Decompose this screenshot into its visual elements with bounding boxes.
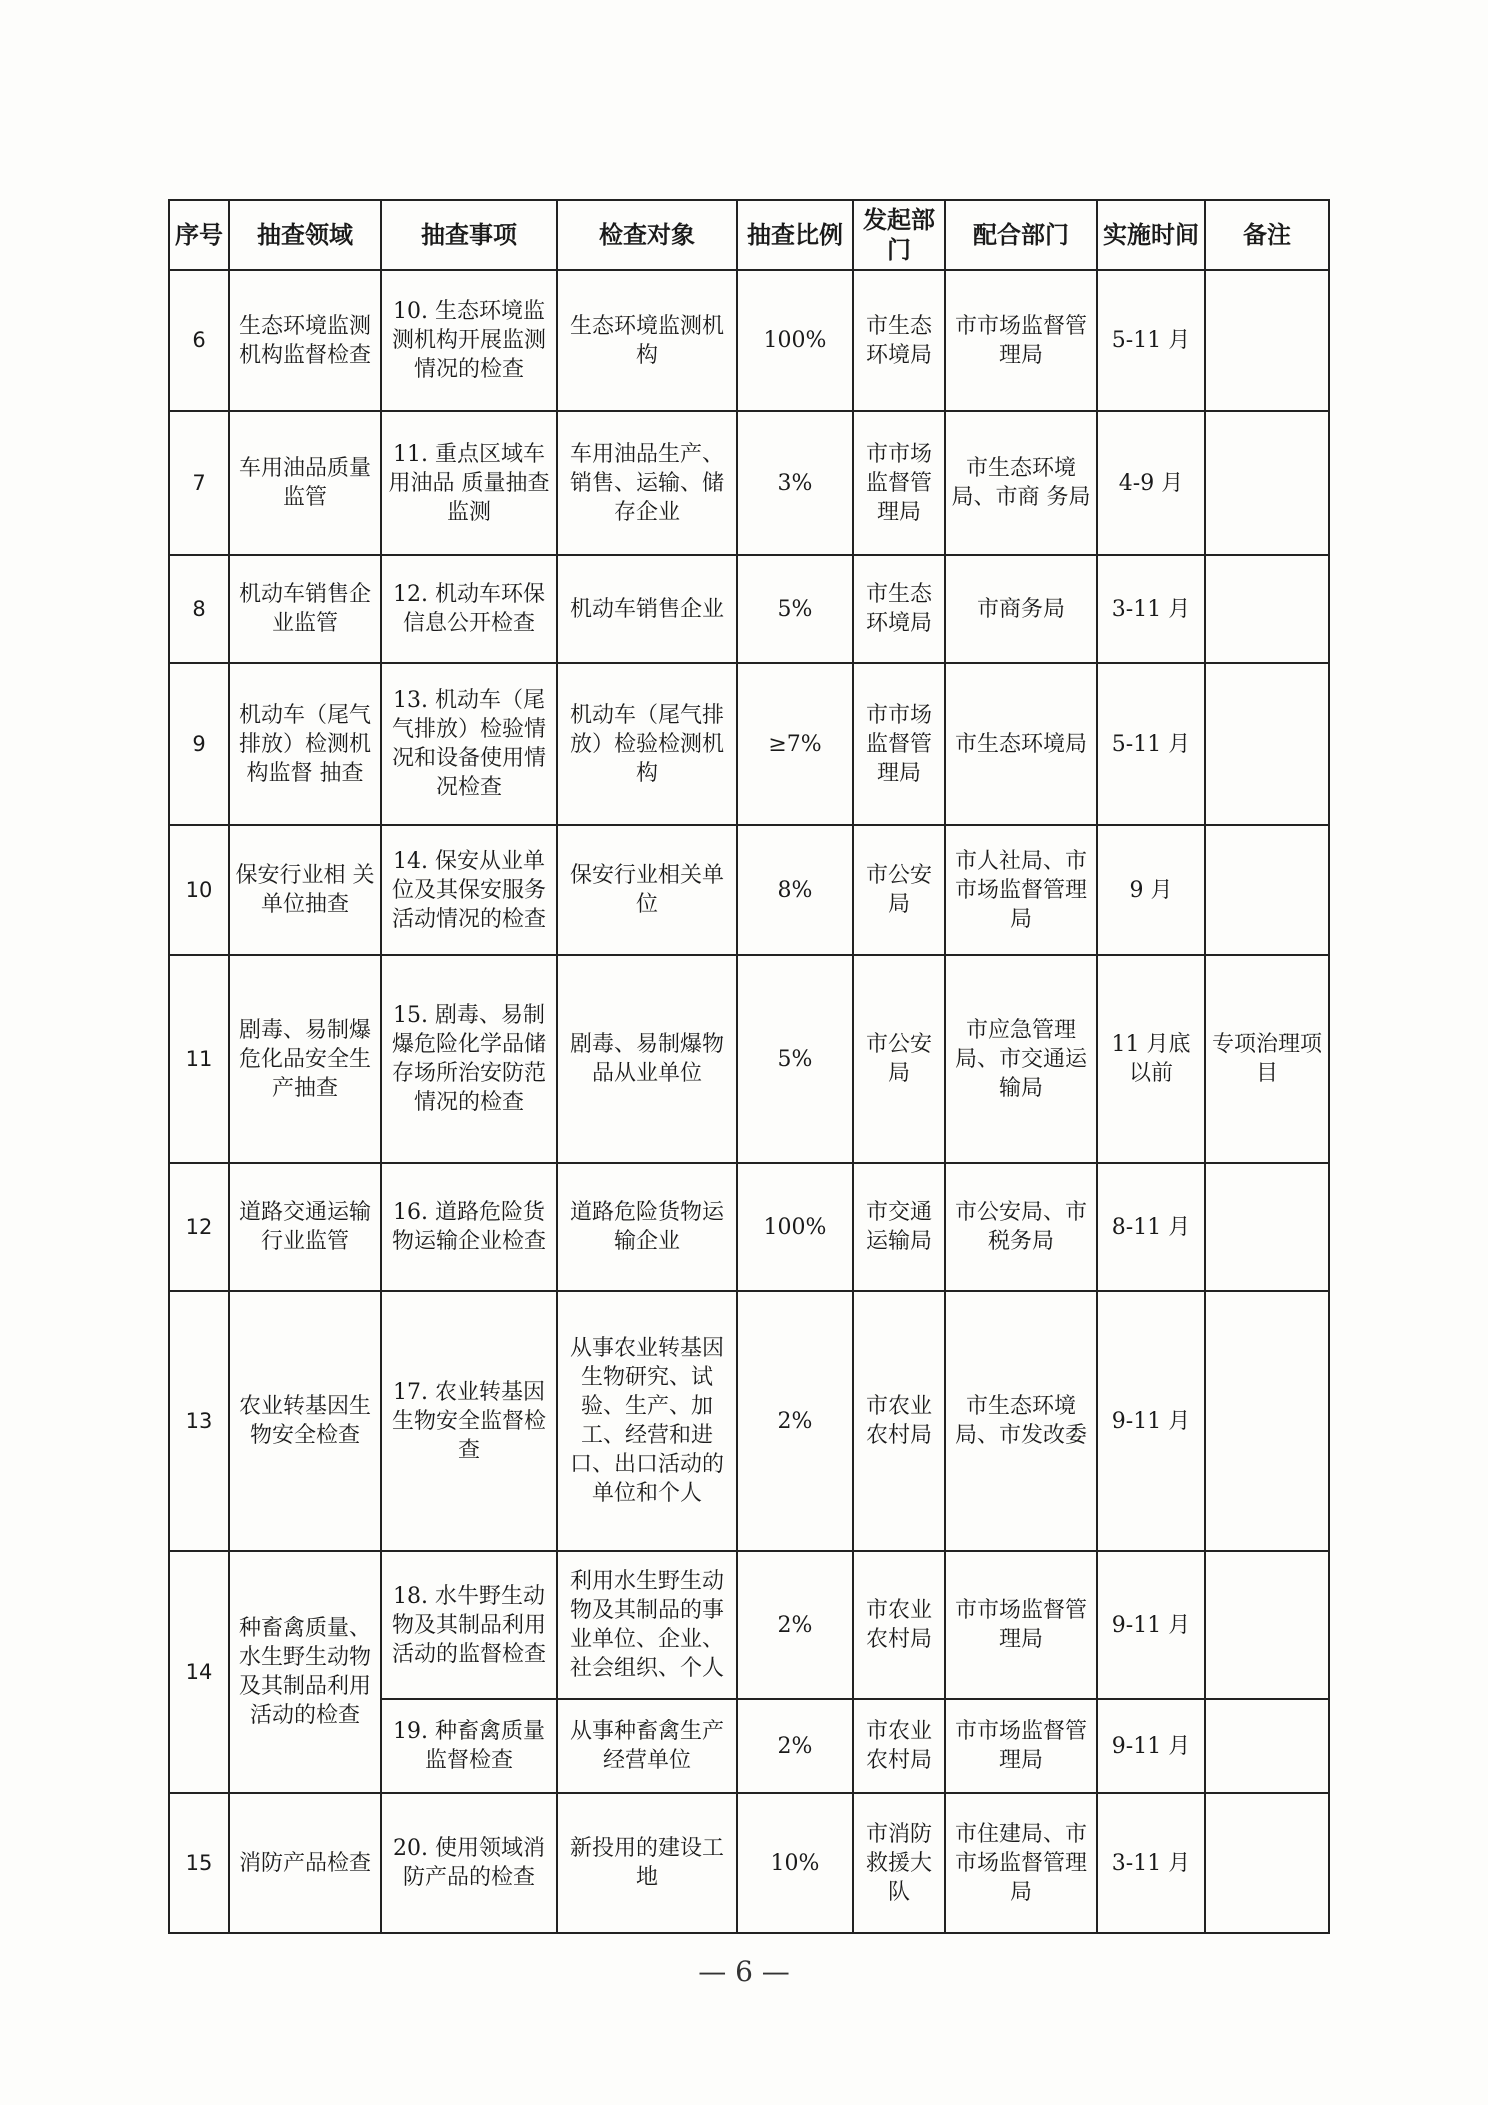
cell-time: 9 月 (1097, 825, 1205, 955)
cell-seq: 9 (169, 663, 229, 825)
header-initiator: 发起部门 (853, 200, 945, 270)
cell-initiator: 市消防救援大队 (853, 1793, 945, 1933)
cell-seq: 12 (169, 1163, 229, 1291)
cell-target: 车用油品生产、销售、运输、储存企业 (557, 411, 737, 555)
cell-cooperator: 市市场监督管理局 (945, 270, 1097, 411)
cell-remark (1205, 1163, 1329, 1291)
cell-ratio: 2% (737, 1291, 853, 1551)
cell-item: 12. 机动车环保信息公开检查 (381, 555, 557, 663)
cell-initiator: 市农业农村局 (853, 1291, 945, 1551)
cell-item: 19. 种畜禽质量监督检查 (381, 1699, 557, 1793)
cell-item: 17. 农业转基因生物安全监督检查 (381, 1291, 557, 1551)
cell-cooperator: 市商务局 (945, 555, 1097, 663)
cell-field: 车用油品质量监管 (229, 411, 381, 555)
cell-cooperator: 市住建局、市市场监督管理局 (945, 1793, 1097, 1933)
cell-target: 道路危险货物运输企业 (557, 1163, 737, 1291)
table-row (169, 555, 1329, 663)
cell-time: 9-11 月 (1097, 1699, 1205, 1793)
cell-target: 从事种畜禽生产经营单位 (557, 1699, 737, 1793)
cell-ratio: 2% (737, 1699, 853, 1793)
cell-item: 18. 水牛野生动物及其制品利用活动的监督检查 (381, 1551, 557, 1699)
cell-target: 利用水生野生动物及其制品的事业单位、企业、社会组织、个人 (557, 1551, 737, 1699)
cell-item: 13. 机动车（尾气排放）检验情况和设备使用情况检查 (381, 663, 557, 825)
cell-time: 5-11 月 (1097, 663, 1205, 825)
cell-target: 机动车销售企业 (557, 555, 737, 663)
cell-cooperator: 市生态环境局、市商 务局 (945, 411, 1097, 555)
header-field: 抽查领域 (229, 200, 381, 270)
cell-initiator: 市公安局 (853, 825, 945, 955)
cell-seq: 14 (169, 1551, 229, 1793)
cell-field: 道路交通运输行业监管 (229, 1163, 381, 1291)
header-remark: 备注 (1205, 200, 1329, 270)
cell-item: 11. 重点区域车用油品 质量抽查监测 (381, 411, 557, 555)
cell-initiator: 市交通运输局 (853, 1163, 945, 1291)
cell-target: 新投用的建设工地 (557, 1793, 737, 1933)
cell-field: 生态环境监测机构监督检查 (229, 270, 381, 411)
cell-item: 20. 使用领域消防产品的检查 (381, 1793, 557, 1933)
cell-ratio: 5% (737, 555, 853, 663)
cell-seq: 7 (169, 411, 229, 555)
cell-cooperator: 市应急管理局、市交通运输局 (945, 955, 1097, 1163)
cell-field: 机动车销售企业监管 (229, 555, 381, 663)
cell-initiator: 市农业农村局 (853, 1551, 945, 1699)
cell-remark (1205, 663, 1329, 825)
cell-ratio: 3% (737, 411, 853, 555)
cell-seq: 6 (169, 270, 229, 411)
inspection-table-container (168, 199, 1328, 1934)
cell-ratio: 10% (737, 1793, 853, 1933)
cell-field: 农业转基因生物安全检查 (229, 1291, 381, 1551)
cell-cooperator: 市市场监督管理局 (945, 1551, 1097, 1699)
cell-seq: 8 (169, 555, 229, 663)
table-row (169, 411, 1329, 555)
cell-cooperator: 市生态环境局 (945, 663, 1097, 825)
cell-ratio: 2% (737, 1551, 853, 1699)
header-item: 抽查事项 (381, 200, 557, 270)
cell-time: 3-11 月 (1097, 1793, 1205, 1933)
cell-seq: 13 (169, 1291, 229, 1551)
cell-remark (1205, 555, 1329, 663)
cell-cooperator: 市市场监督管理局 (945, 1699, 1097, 1793)
header-time: 实施时间 (1097, 200, 1205, 270)
cell-seq: 15 (169, 1793, 229, 1933)
cell-time: 9-11 月 (1097, 1291, 1205, 1551)
cell-remark (1205, 1793, 1329, 1933)
cell-ratio: 8% (737, 825, 853, 955)
cell-field: 种畜禽质量、水生野生动物及其制品利用活动的检查 (229, 1551, 381, 1793)
table-header-row (169, 200, 1329, 270)
cell-initiator: 市生态环境局 (853, 555, 945, 663)
cell-time: 3-11 月 (1097, 555, 1205, 663)
table-row (169, 1163, 1329, 1291)
cell-cooperator: 市公安局、市税务局 (945, 1163, 1097, 1291)
cell-field: 消防产品检查 (229, 1793, 381, 1933)
table-row (169, 270, 1329, 411)
cell-remark (1205, 825, 1329, 955)
cell-time: 8-11 月 (1097, 1163, 1205, 1291)
cell-field: 剧毒、易制爆危化品安全生产抽查 (229, 955, 381, 1163)
header-target: 检查对象 (557, 200, 737, 270)
cell-item: 16. 道路危险货物运输企业检查 (381, 1163, 557, 1291)
cell-initiator: 市市场监督管理局 (853, 411, 945, 555)
cell-initiator: 市农业农村局 (853, 1699, 945, 1793)
cell-initiator: 市生态环境局 (853, 270, 945, 411)
inspection-table (168, 199, 1330, 1934)
cell-initiator: 市公安局 (853, 955, 945, 1163)
cell-initiator: 市市场监督管理局 (853, 663, 945, 825)
cell-target: 从事农业转基因生物研究、试验、生产、加工、经营和进口、出口活动的单位和个人 (557, 1291, 737, 1551)
cell-cooperator: 市生态环境局、市发改委 (945, 1291, 1097, 1551)
cell-cooperator: 市人社局、市市场监督管理局 (945, 825, 1097, 955)
cell-remark: 专项治理项目 (1205, 955, 1329, 1163)
table-row (169, 1551, 1329, 1699)
cell-ratio: ≥7% (737, 663, 853, 825)
table-row (169, 955, 1329, 1163)
cell-item: 15. 剧毒、易制爆危险化学品储 存场所治安防范情况的检查 (381, 955, 557, 1163)
table-row (169, 1291, 1329, 1551)
table-row (169, 1793, 1329, 1933)
cell-seq: 11 (169, 955, 229, 1163)
cell-ratio: 5% (737, 955, 853, 1163)
cell-ratio: 100% (737, 270, 853, 411)
cell-time: 4-9 月 (1097, 411, 1205, 555)
cell-target: 剧毒、易制爆物品从业单位 (557, 955, 737, 1163)
cell-item: 14. 保安从业单位及其保安服务活动情况的检查 (381, 825, 557, 955)
cell-field: 机动车（尾气排放）检测机构监督 抽查 (229, 663, 381, 825)
table-row (169, 825, 1329, 955)
cell-time: 9-11 月 (1097, 1551, 1205, 1699)
header-cooperator: 配合部门 (945, 200, 1097, 270)
header-ratio: 抽查比例 (737, 200, 853, 270)
cell-remark (1205, 411, 1329, 555)
cell-field: 保安行业相 关单位抽查 (229, 825, 381, 955)
cell-remark (1205, 1291, 1329, 1551)
cell-target: 保安行业相关单位 (557, 825, 737, 955)
cell-target: 生态环境监测机构 (557, 270, 737, 411)
cell-time: 11 月底以前 (1097, 955, 1205, 1163)
table-row (169, 663, 1329, 825)
cell-ratio: 100% (737, 1163, 853, 1291)
cell-remark (1205, 270, 1329, 411)
page-number: — 6 — (698, 1955, 790, 1988)
cell-target: 机动车（尾气排放）检验检测机构 (557, 663, 737, 825)
cell-remark (1205, 1551, 1329, 1699)
cell-item: 10. 生态环境监测机构开展监测情况的检查 (381, 270, 557, 411)
header-seq: 序号 (169, 200, 229, 270)
cell-seq: 10 (169, 825, 229, 955)
cell-time: 5-11 月 (1097, 270, 1205, 411)
cell-remark (1205, 1699, 1329, 1793)
